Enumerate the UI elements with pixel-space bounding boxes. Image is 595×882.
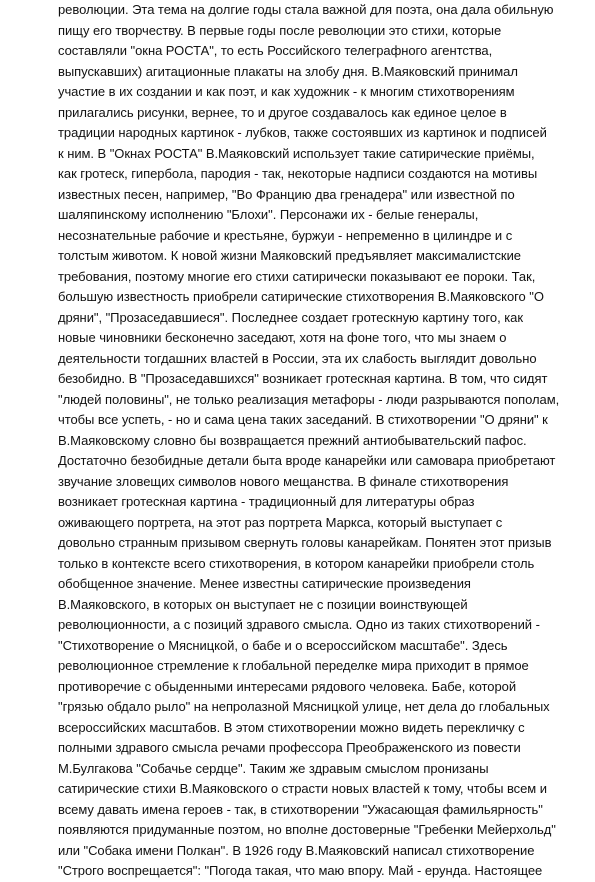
text-line: выпускавших) агитационные плакаты на злобу дня. В.Маяковский принимал [58, 63, 518, 79]
text-line: составляли "окна РОСТА", то есть Российского телеграфного агентства, [58, 43, 493, 58]
text-line: деятельности тогдашних властей в России, эта их слабость выглядит довольно [58, 350, 537, 366]
text-line: революционное стремление к глобальной переделке мира приходит в прямое [58, 658, 529, 673]
text-line: безобидно. В "Прозаседавшихся" возникает гротескная картина. В том, что сидят [58, 371, 548, 386]
text-line: В.Маяковскому словно бы возвращается прежний антиобывательский пафос. [58, 432, 527, 448]
text-line: пищу его творчеству. В первые годы после революции это стихи, которые [58, 22, 502, 38]
text-line: сатирические стихи В.Маяковского о страсти новых властей к тому, чтобы всем и [58, 781, 547, 796]
text-line: полными здравого смысла речами профессора Преображенского из повести [58, 740, 521, 755]
text-line: противоречие с обыденными интересами рядового человека. Бабе, которой [58, 678, 517, 694]
text-line: довольно странным призывом свернуть головы канарейкам. Понятен этот призыв [58, 535, 552, 550]
text-line: всему давать имена героев - так, в стихотворении "Ужасающая фамильярность" [58, 801, 543, 817]
text-line: революционности, а с позиций здравого смысла. Одно из таких стихотворений - [58, 617, 540, 632]
text-line: толстым животом. К новой жизни Маяковский предъявляет максималистские [58, 248, 521, 263]
text-line: или "Собака имени Полкан". В 1926 году В.Маяковский написал стихотворение [58, 842, 535, 858]
text-line: чтобы все успеть, - но и сама цена таких заседаний. В стихотворении "О дряни" к [58, 412, 548, 427]
text-line: "Строго воспрещается": "Погода такая, что маю впору. Май - ерунда. Настоящее [58, 863, 543, 878]
text-line: новые чиновники бесконечно заседают, хотя на фоне того, что мы знаем о [58, 330, 507, 345]
text-line: Достаточно безобидные детали быта вроде канарейки или самовара приобретают [58, 453, 556, 468]
text-line: дряни", "Прозаседавшиеся". Последнее создает гротескную картину того, как [58, 309, 523, 325]
text-line: прилагались рисунки, вернее, то и другое создавалось как единое целое в [58, 104, 507, 120]
text-line: "людей половины", не только реализация метафоры - люди разрываются пополам, [58, 391, 560, 407]
text-line: обобщенное значение. Менее известны сатирические произведения [58, 576, 471, 591]
text-line: традиции народных картинок - лубков, также состоявших из картинок и подписей [58, 125, 547, 140]
text-line: требования, поэтому многие его стихи сатирически показывают ее пороки. Так, [58, 268, 536, 284]
text-line: "грязью обдало рыло" на непролазной Мясницкой улице, нет дела до глобальных [58, 699, 550, 714]
text-line: возникает гротескная картина - традиционный для литературы образ [58, 494, 475, 509]
text-line: участие в их создании и как поэт, и как художник - к многим стихотворениям [58, 84, 515, 99]
body-text [58, 0, 570, 882]
text-line: к ним. В "Окнах РОСТА" В.Маяковский использует такие сатирические приёмы, [58, 145, 535, 161]
text-line: М.Булгакова "Собачье сердце". Таким же здравым смыслом пронизаны [58, 760, 489, 776]
text-line: революции. Эта тема на долгие годы стала важной для поэта, она дала обильную [58, 2, 554, 17]
text-line: шаляпинскому исполнению "Блохи". Персонажи их - белые генералы, [58, 207, 479, 222]
text-line: известных песен, например, "Во Францию два гренадера" или известной по [58, 186, 515, 202]
text-line: несознательные рабочие и крестьяне, буржуи - непременно в цилиндре и с [58, 227, 513, 243]
text-line: всероссийских масштабов. В этом стихотворении можно видеть перекличку с [58, 719, 525, 735]
text-line: оживающего портрета, на этот раз портрета Маркса, который выступает с [58, 514, 503, 530]
text-line: только в контексте всего стихотворения, в котором канарейки приобрели столь [58, 555, 535, 571]
text-line: "Стихотворение о Мясницкой, о бабе и о всероссийском масштабе". Здесь [58, 637, 508, 653]
text-line: появляются придуманные поэтом, но вполне достоверные "Гребенки Мейерхольд" [58, 822, 556, 837]
text-line: В.Маяковского, в которых он выступает не с позиции воинствующей [58, 596, 468, 612]
text-line: большую известность приобрели сатирические стихотворения В.Маяковского "О [58, 289, 544, 304]
text-line: как гротеск, гипербола, пародия - так, некоторые надписи создаются на мотивы [58, 166, 538, 181]
text-line: звучание зловещих символов нового мещанства. В финале стихотворения [58, 473, 509, 489]
